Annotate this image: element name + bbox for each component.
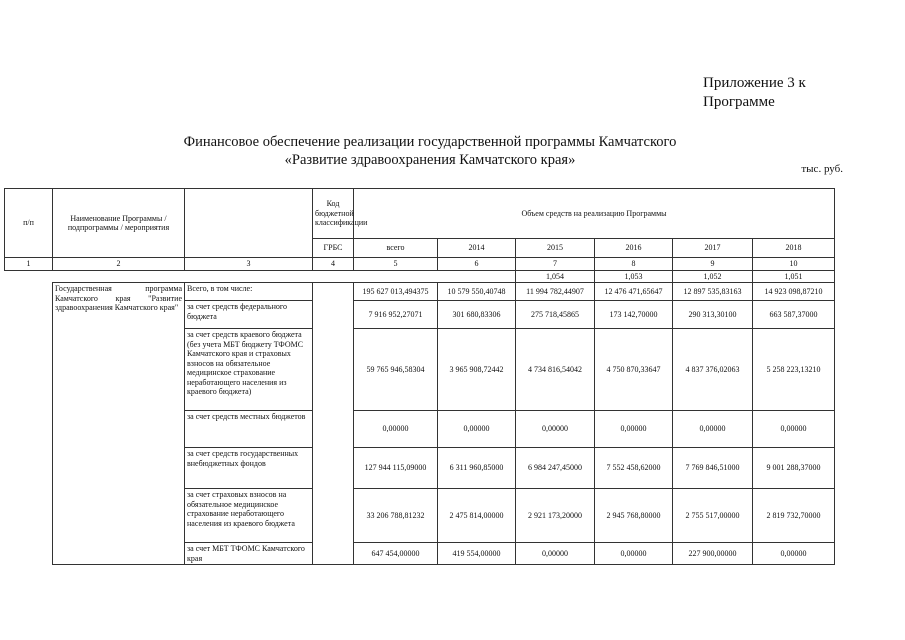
value-cell: 275 718,45865 [516, 301, 595, 329]
value-cell: 301 680,83306 [438, 301, 516, 329]
colnum-4: 4 [313, 258, 354, 271]
source-label: за счет средств государственных внебюджетных фондов [185, 448, 313, 489]
header-year-2017: 2017 [673, 239, 753, 258]
source-label: за счет средств местных бюджетов [185, 411, 313, 448]
header-year-2016: 2016 [595, 239, 673, 258]
title-line-2: «Развитие здравоохранения Камчатского края» [284, 152, 576, 168]
value-cell: 195 627 013,494375 [354, 283, 438, 301]
source-label: за счет средств краевого бюджета (без учета МБТ бюджету ТФОМС Камчатского края и страховых взносов на обязательное медицинское страхование неработающего населения из краевого бюджета) [185, 329, 313, 411]
colnum-8: 8 [595, 258, 673, 271]
coef-2016: 1,053 [595, 270, 673, 283]
value-cell: 290 313,30100 [673, 301, 753, 329]
value-cell: 0,00000 [753, 543, 835, 565]
value-cell: 12 897 535,83163 [673, 283, 753, 301]
value-cell: 647 454,00000 [354, 543, 438, 565]
value-cell: 12 476 471,65647 [595, 283, 673, 301]
header-grbs: ГРБС [313, 239, 354, 258]
document-title [140, 133, 720, 169]
unit-label: тыс. руб. [801, 163, 843, 175]
value-cell: 0,00000 [673, 411, 753, 448]
column-number-row [5, 258, 835, 271]
header-year-2018: 2018 [753, 239, 835, 258]
header-code: Код бюджетной классификации [313, 189, 354, 239]
title-line-1: Финансовое обеспечение реализации государственной программы Камчатского [183, 134, 677, 150]
value-cell: 2 475 814,00000 [438, 489, 516, 543]
header-row-1 [5, 189, 835, 239]
value-cell: 419 554,00000 [438, 543, 516, 565]
value-cell: 4 750 870,33647 [595, 329, 673, 411]
value-cell: 2 755 517,00000 [673, 489, 753, 543]
value-cell: 663 587,37000 [753, 301, 835, 329]
value-cell: 33 206 788,81232 [354, 489, 438, 543]
value-cell: 127 944 115,09000 [354, 448, 438, 489]
value-cell: 0,00000 [438, 411, 516, 448]
colnum-5: 5 [354, 258, 438, 271]
value-cell: 0,00000 [354, 411, 438, 448]
value-cell: 4 734 816,54042 [516, 329, 595, 411]
value-cell: 173 142,70000 [595, 301, 673, 329]
value-cell: 7 916 952,27071 [354, 301, 438, 329]
source-label: Всего, в том числе: [185, 283, 313, 301]
coef-2018: 1,051 [753, 270, 835, 283]
header-num: п/п [5, 189, 53, 258]
table-row [5, 283, 835, 301]
header-volume: Объем средств на реализацию Программы [354, 189, 835, 239]
value-cell: 11 994 782,44907 [516, 283, 595, 301]
header-empty [185, 189, 313, 258]
colnum-7: 7 [516, 258, 595, 271]
value-cell: 59 765 946,58304 [354, 329, 438, 411]
value-cell: 7 769 846,51000 [673, 448, 753, 489]
value-cell: 3 965 908,72442 [438, 329, 516, 411]
value-cell: 0,00000 [595, 543, 673, 565]
value-cell: 0,00000 [516, 411, 595, 448]
program-name: Государственная программа Камчатского края "Развитие здравоохранения Камчатского края" [53, 283, 185, 565]
value-cell: 227 900,00000 [673, 543, 753, 565]
source-label: за счет МБТ ТФОМС Камчатского края [185, 543, 313, 565]
colnum-3: 3 [185, 258, 313, 271]
value-cell: 6 311 960,85000 [438, 448, 516, 489]
colnum-9: 9 [673, 258, 753, 271]
header-total: всего [354, 239, 438, 258]
value-cell: 0,00000 [595, 411, 673, 448]
financing-table [4, 188, 835, 565]
header-year-2015: 2015 [516, 239, 595, 258]
value-cell: 2 819 732,70000 [753, 489, 835, 543]
value-cell: 4 837 376,02063 [673, 329, 753, 411]
header-name: Наименование Программы / подпрограммы / мероприятия [53, 189, 185, 258]
appendix-line-1: Приложение 3 к [703, 75, 806, 91]
appendix-label [703, 74, 806, 112]
grbs-cell [313, 283, 354, 565]
value-cell: 2 921 173,20000 [516, 489, 595, 543]
value-cell: 5 258 223,13210 [753, 329, 835, 411]
source-label: за счет страховых взносов на обязательное медицинское страхование неработающего населения из краевого бюджета [185, 489, 313, 543]
appendix-line-2: Программе [703, 94, 775, 110]
coef-2015: 1,054 [516, 270, 595, 283]
colnum-6: 6 [438, 258, 516, 271]
colnum-2: 2 [53, 258, 185, 271]
value-cell: 10 579 550,40748 [438, 283, 516, 301]
value-cell: 9 001 288,37000 [753, 448, 835, 489]
header-year-2014: 2014 [438, 239, 516, 258]
colnum-10: 10 [753, 258, 835, 271]
value-cell: 0,00000 [516, 543, 595, 565]
value-cell: 2 945 768,80000 [595, 489, 673, 543]
value-cell: 7 552 458,62000 [595, 448, 673, 489]
coef-2017: 1,052 [673, 270, 753, 283]
value-cell: 14 923 098,87210 [753, 283, 835, 301]
value-cell: 6 984 247,45000 [516, 448, 595, 489]
colnum-1: 1 [5, 258, 53, 271]
value-cell: 0,00000 [753, 411, 835, 448]
coefficient-row [5, 270, 835, 283]
source-label: за счет средств федерального бюджета [185, 301, 313, 329]
